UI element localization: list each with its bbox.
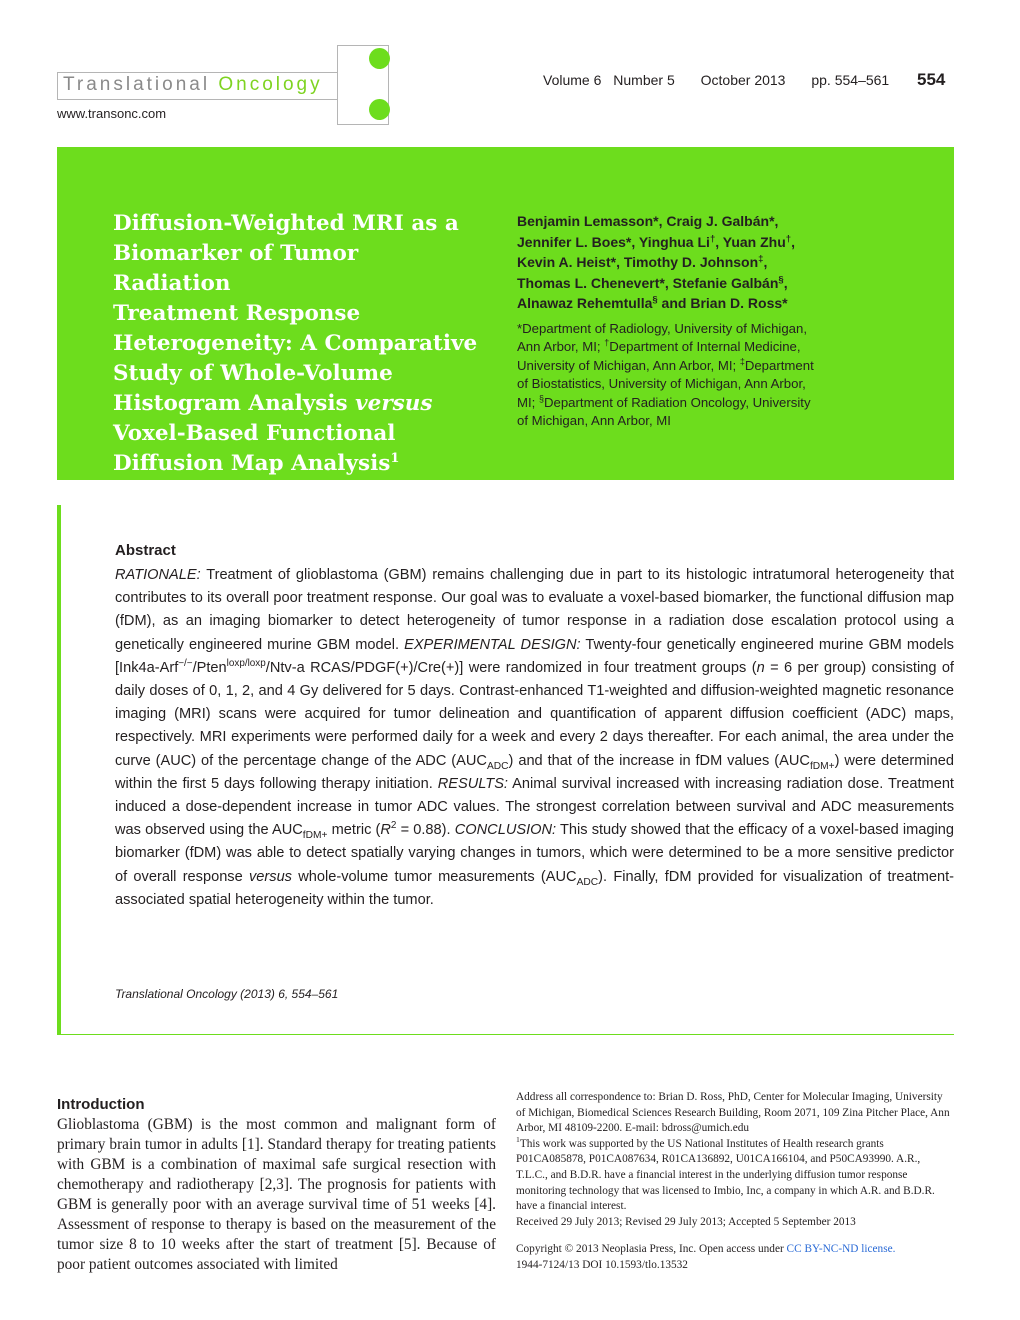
journal-url[interactable]: www.transonc.com (57, 106, 167, 121)
funding-note: $^1$This work was supported by the US National Institutes of Health research grants P01CA085878, P01CA087634, R01CA136892, U01CA166104, and P50CA93990. A.R., T.L.C., and B.D.R. have a financial interest in the underlying diffusion tumor response monitoring technology that was licensed to Imbio, Inc, a company in which A.R. and B.D.R. have a financial interest. (516, 1135, 935, 1213)
correspondence-note: Address all correspondence to: Brian D. Ross, PhD, Center for Molecular Imaging, University of Michigan, Biomedical Sciences Research Building, Room 2071, 109 Zina Pitcher Place, Ann Arbor, MI 48109-2200. E-mail: bdross@umich.edu (516, 1091, 950, 1135)
introduction-heading: Introduction (57, 1096, 145, 1113)
author-list: Benjamin Lemasson*, Craig J. Galbán*, Jennifer L. Boes*, Yinghua Li†, Yuan Zhu†, Kevin A. Heist*, Timothy D. Johnson‡, Thomas L. Chenevert*, Stefanie Galbán§, Alnawaz Rehemtulla§ and Brian D. Ross* (517, 213, 795, 311)
page-number: 554 (917, 70, 946, 89)
volume: Volume 6 (543, 72, 602, 88)
abstract-heading: Abstract (115, 542, 176, 559)
introduction-body: Glioblastoma (GBM) is the most common and malignant form of primary brain tumor in adults [1]. Standard therapy for treating patients with GBM is a combination of maximal safe surgical resection with chemotherapy and radiotherapy [2,3]. The prognosis for patients with GBM is generally poor with an average survival time of 51 weeks [4]. Assessment of response to therapy is based on the measurement of the tumor size 8 to 10 weeks after the start of treatment [5]. Because of poor patient outcomes associated with limited (57, 1116, 496, 1273)
abstract-body: RATIONALE: Treatment of glioblastoma (GBM) remains challenging due in part to its histologic intratumoral heterogeneity that contributes to its overall poor treatment response. Our goal was to evaluate a voxel-based biomarker, the functional diffusion map (fDM), as an imaging biomarker to detect heterogeneity of tumor response in a radiation dose escalation protocol using a genetically engineered murine GBM model. EXPERIMENTAL DESIGN: Twenty-four genetically engineered murine GBM models [Ink4a-Arf−/−/Pten$^{loxp/loxp}$/Ntv-a RCAS/PDGF(+)/Cre(+)] were randomized in four treatment groups (n = 6 per group) consisting of daily doses of 0, 1, 2, and 4 Gy delivered for 5 days. Contrast-enhanced T1-weighted and diffusion-weighted magnetic resonance imaging (MRI) scans were acquired for tumor delineation and quantification of apparent diffusion coefficient (ADC) maps, respectively. MRI experiments were performed daily for a week and every 2 days thereafter. For each animal, the area under the curve (AUC) of the percentage change of the ADC $(AUC_{ADC})$ and that of the increase in fDM values $(AUC_{fDM+})$ were determined within the first 5 days following therapy initiation. RESULTS: Animal survival increased with increasing radiation dose. Treatment induced a dose-dependent increase in tumor ADC values. The strongest correlation between survival and ADC measurements was observed using the $AUC_{fDM+}$ metric $(R^2 = 0.88)$. CONCLUSION: This study showed that the efficacy of a voxel-based imaging biomarker (fDM) was able to detect spatially varying changes in tumors, which were determined to be a more sensitive predictor of overall response versus whole-volume tumor measurements $(AUC_{ADC})$. Finally, fDM provided for visualization of treatment-associated spatial heterogeneity within the tumor. (115, 567, 954, 908)
page-range: pp. 554–561 (811, 72, 890, 88)
footnotes (516, 1090, 954, 1230)
journal-citation: Translational Oncology (2013) 6, 554–561 (115, 987, 339, 1001)
issue-info (543, 72, 897, 88)
received-dates: Received 29 July 2013; Revised 29 July 2013; Accepted 5 September 2013 (516, 1215, 856, 1228)
issue-date: October 2013 (700, 72, 786, 88)
doi: 1944-7124/13 DOI 10.1593/tlo.13532 (516, 1258, 688, 1271)
copyright-block: Copyright © 2013 Neoplasia Press, Inc. Open access under CC BY-NC-ND license. 1944-7124/13 DOI 10.1593/tlo.13532 (516, 1242, 954, 1273)
logo-dot-top (369, 48, 390, 69)
issue-number: Number 5 (613, 72, 675, 88)
logo-dot-bottom (369, 99, 390, 120)
journal-title: Translational Oncology (63, 74, 323, 95)
license-link[interactable]: CC BY-NC-ND license. (786, 1243, 896, 1255)
article-title: Diffusion-Weighted MRI as a Biomarker of Tumor Radiation Treatment Response Heterogeneity: A Comparative Study of Whole-Volume Histogram Analysis versus Voxel-Based Functional Diffusion Map Analysis$^1$ (113, 211, 478, 476)
affiliations: *Department of Radiology, University of Michigan, Ann Arbor, MI; †Department of Internal Medicine, University of Michigan, Ann Arbor, MI; ‡Department of Biostatistics, University of Michigan, Ann Arbor, MI; §Department of Radiation Oncology, University of Michigan, Ann Arbor, MI (517, 321, 814, 429)
